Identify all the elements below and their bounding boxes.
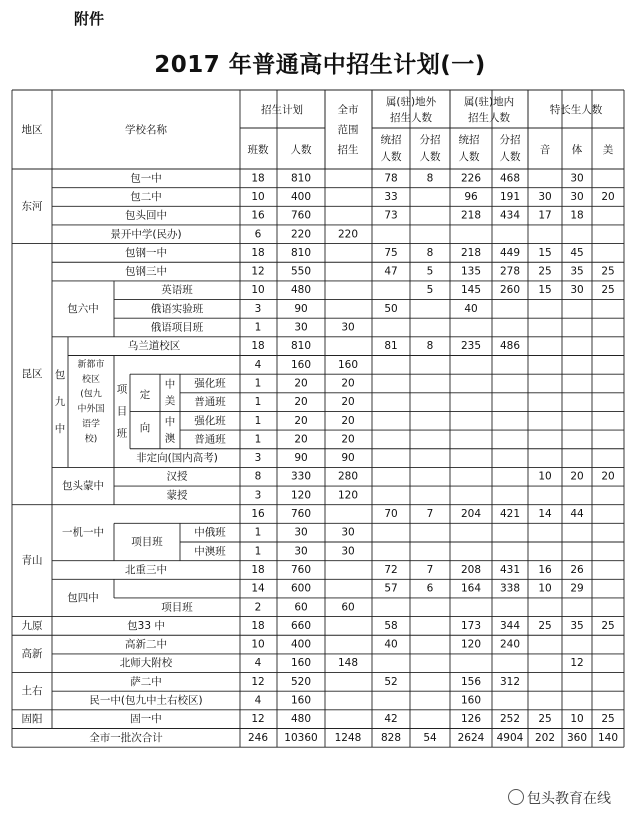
data-value: 4904 [496,731,524,744]
school-name: 高新二中 [125,638,167,651]
data-value: 60 [294,601,308,614]
data-value: 220 [337,228,359,241]
school-name: 北重三中 [125,563,167,576]
data-value: 400 [290,638,312,651]
data-value: 140 [597,731,619,744]
school-name: 强化班 [194,414,226,427]
data-value: 10 [251,284,265,297]
data-value: 54 [423,731,437,744]
group-label: (包九 [80,389,102,400]
header-inside: 招生人数 [468,112,510,124]
region-label: 昆区 [21,368,43,381]
header-plan: 招生计划 [261,104,303,116]
data-value: 810 [290,172,312,185]
data-value: 1 [254,526,262,539]
header-region: 地区 [21,124,43,136]
data-value: 52 [384,675,398,688]
data-value: 45 [570,246,584,259]
data-value: 25 [601,284,615,297]
attachment-label: 附件 [74,10,105,28]
group-label: 校) [84,434,98,445]
data-value: 58 [384,619,398,632]
data-value: 1 [254,545,262,558]
data-value: 18 [251,619,265,632]
data-value: 50 [384,302,398,315]
school-name: 汉授 [166,470,188,483]
school-name: 全市一批次合计 [89,731,163,744]
data-value: 16 [251,209,265,222]
data-value: 90 [341,452,355,465]
data-value: 8 [426,340,434,353]
data-value: 520 [290,675,312,688]
school-name: 包二中 [130,190,162,203]
data-value: 42 [384,713,398,726]
group-label: 项 [116,383,128,396]
data-value: 344 [499,619,521,632]
data-value: 20 [294,414,308,427]
data-value: 160 [337,358,359,371]
data-value: 120 [337,489,359,502]
data-value: 10 [570,713,584,726]
data-value: 16 [251,508,265,521]
data-value: 29 [570,582,584,595]
school-name: 民一中(包九中土右校区) [89,694,203,707]
data-value: 57 [384,582,398,595]
data-value: 246 [247,731,269,744]
data-value: 14 [538,508,552,521]
school-name: 强化班 [194,377,226,390]
data-value: 468 [499,172,521,185]
data-value: 6 [254,228,262,241]
data-value: 72 [384,563,398,576]
school-name: 普通班 [194,396,226,409]
header-allocated: 分招 [419,134,441,146]
data-value: 10360 [284,731,318,744]
header-outside: 属(驻)地外 [385,96,437,108]
data-value: 20 [341,396,355,409]
header-allocated: 人数 [419,151,441,163]
data-value: 18 [251,563,265,576]
data-value: 20 [294,396,308,409]
data-value: 1 [254,321,262,334]
data-value: 208 [460,563,482,576]
data-value: 25 [601,619,615,632]
data-value: 1 [254,433,262,446]
group-label: 班 [116,427,128,440]
data-value: 25 [601,265,615,278]
data-value: 202 [534,731,556,744]
data-value: 96 [464,190,478,203]
data-value: 550 [290,265,312,278]
header-music: 音 [539,144,551,156]
data-value: 120 [290,489,312,502]
group-label: 美 [164,395,176,408]
data-value: 3 [254,302,262,315]
data-value: 2624 [457,731,485,744]
data-value: 160 [290,657,312,670]
data-value: 828 [380,731,402,744]
data-value: 17 [538,209,552,222]
header-allocated: 分招 [499,134,521,146]
school-name: 俄语实验班 [150,302,204,315]
data-value: 10 [538,470,552,483]
data-value: 25 [538,619,552,632]
data-value: 78 [384,172,398,185]
header-special: 特长生人数 [549,104,603,116]
header-people: 人数 [290,144,312,156]
data-value: 70 [384,508,398,521]
data-value: 164 [460,582,482,595]
group-label: 目 [116,405,128,418]
data-value: 25 [601,713,615,726]
data-value: 33 [384,190,398,203]
data-value: 73 [384,209,398,222]
data-value: 480 [290,713,312,726]
header-sports: 体 [571,144,583,156]
data-value: 173 [460,619,482,632]
data-value: 191 [499,190,521,203]
school-name: 北师大附校 [119,657,173,670]
data-value: 15 [538,246,552,259]
header-unified: 统招 [380,134,402,146]
data-value: 449 [499,246,521,259]
data-value: 400 [290,190,312,203]
group-label: 九 [54,396,66,409]
data-value: 25 [538,713,552,726]
header-unified: 人数 [380,151,402,163]
data-value: 25 [538,265,552,278]
data-value: 12 [570,657,584,670]
data-value: 7 [426,563,434,576]
data-value: 16 [538,563,552,576]
data-value: 18 [570,209,584,222]
data-value: 30 [294,321,308,334]
data-value: 20 [294,377,308,390]
data-value: 810 [290,340,312,353]
data-value: 44 [570,508,584,521]
school-name: 固一中 [130,713,162,726]
data-value: 4 [254,358,262,371]
group-label: 项目班 [131,536,163,548]
data-value: 30 [341,321,355,334]
data-value: 20 [294,433,308,446]
data-value: 220 [290,228,312,241]
data-value: 600 [290,582,312,595]
data-value: 760 [290,209,312,222]
page-title: 2017 年普通高中招生计划(一) [154,52,486,78]
data-value: 10 [251,638,265,651]
group-label: 中 [54,423,66,436]
data-value: 421 [499,508,521,521]
data-value: 20 [341,433,355,446]
region-label: 东河 [21,200,43,213]
data-value: 760 [290,508,312,521]
data-value: 12 [251,713,265,726]
data-value: 12 [251,675,265,688]
watermark [508,788,611,808]
data-value: 156 [460,675,482,688]
data-value: 4 [254,657,262,670]
data-value: 40 [384,638,398,651]
data-value: 330 [290,470,312,483]
data-value: 1 [254,396,262,409]
header-school: 学校名称 [125,124,167,136]
school-name: 普通班 [194,433,226,446]
data-value: 280 [337,470,359,483]
data-value: 18 [251,246,265,259]
school-name: 乌兰道校区 [127,340,181,353]
wechat-icon [508,789,524,805]
data-value: 226 [460,172,482,185]
data-value: 20 [601,470,615,483]
data-value: 40 [464,302,478,315]
school-name: 中澳班 [194,545,226,558]
region-label: 九原 [21,619,43,632]
data-value: 218 [460,246,482,259]
data-value: 126 [460,713,482,726]
data-value: 7 [426,508,434,521]
data-value: 5 [426,284,434,297]
data-value: 8 [254,470,262,483]
data-value: 14 [251,582,265,595]
data-value: 75 [384,246,398,259]
group-label: 中外国 [77,404,105,415]
data-value: 235 [460,340,482,353]
region-label: 青山 [21,554,43,567]
data-value: 431 [499,563,521,576]
data-value: 90 [294,452,308,465]
header-unified: 统招 [458,134,480,146]
data-value: 145 [460,284,482,297]
data-value: 204 [460,508,482,521]
data-value: 30 [570,172,584,185]
group-label: 一机一中 [62,526,104,539]
data-value: 1 [254,377,262,390]
data-value: 15 [538,284,552,297]
group-label: 向 [139,422,151,435]
data-value: 30 [341,545,355,558]
data-value: 338 [499,582,521,595]
data-value: 486 [499,340,521,353]
data-value: 480 [290,284,312,297]
data-value: 160 [460,694,482,707]
data-value: 20 [341,377,355,390]
school-name: 萨二中 [130,675,162,688]
school-name: 俄语项目班 [150,321,204,334]
data-value: 1248 [334,731,362,744]
school-name: 包钢一中 [125,246,167,259]
group-label: 包头蒙中 [62,480,104,493]
data-value: 135 [460,265,482,278]
data-value: 12 [251,265,265,278]
data-value: 260 [499,284,521,297]
group-label: 包四中 [67,591,99,604]
header-art: 美 [602,144,614,156]
data-value: 30 [294,526,308,539]
data-value: 35 [570,265,584,278]
school-name: 英语班 [161,284,193,297]
data-value: 26 [570,563,584,576]
data-value: 81 [384,340,398,353]
group-label: 包 [54,369,66,382]
data-value: 3 [254,452,262,465]
data-value: 360 [566,731,588,744]
data-value: 252 [499,713,521,726]
data-value: 20 [570,470,584,483]
data-value: 760 [290,563,312,576]
header-citywide: 范围 [337,124,359,136]
school-name: 包一中 [130,172,162,185]
data-value: 60 [341,601,355,614]
data-value: 810 [290,246,312,259]
data-value: 18 [251,172,265,185]
region-label: 土右 [21,685,43,698]
data-value: 8 [426,172,434,185]
data-value: 218 [460,209,482,222]
group-label: 定 [139,388,151,401]
school-name: 包头回中 [125,209,167,222]
header-classes: 班数 [247,144,269,156]
data-value: 240 [499,638,521,651]
data-value: 35 [570,619,584,632]
data-value: 30 [538,190,552,203]
data-value: 4 [254,694,262,707]
data-value: 30 [570,284,584,297]
school-name: 蒙授 [166,489,188,502]
data-value: 1 [254,414,262,427]
data-value: 47 [384,265,398,278]
data-value: 278 [499,265,521,278]
data-value: 160 [290,694,312,707]
school-name: 包33 中 [127,619,165,632]
group-label: 语学 [81,419,101,430]
data-value: 20 [341,414,355,427]
data-value: 90 [294,302,308,315]
header-citywide: 招生 [337,144,359,156]
watermark-text: 包头教育在线 [527,791,611,807]
school-name: 项目班 [161,601,193,614]
group-label: 中 [164,378,176,391]
header-unified: 人数 [458,151,480,163]
data-value: 10 [538,582,552,595]
group-label: 新都市 [77,359,105,370]
data-value: 30 [294,545,308,558]
header-outside: 招生人数 [390,112,432,124]
header-inside: 属(驻)地内 [463,96,515,108]
data-value: 148 [337,657,359,670]
school-name: 非定向(国内高考) [136,452,218,465]
data-value: 30 [570,190,584,203]
data-value: 660 [290,619,312,632]
data-value: 160 [290,358,312,371]
region-label: 固阳 [21,713,43,726]
data-value: 3 [254,489,262,502]
data-value: 20 [601,190,615,203]
data-value: 5 [426,265,434,278]
data-value: 8 [426,246,434,259]
data-value: 30 [341,526,355,539]
data-value: 10 [251,190,265,203]
header-citywide: 全市 [337,104,359,116]
school-name: 包钢三中 [125,265,167,278]
group-label: 校区 [81,374,101,385]
data-value: 312 [499,675,521,688]
data-value: 2 [254,601,262,614]
group-label: 中 [164,415,176,428]
data-value: 120 [460,638,482,651]
school-name: 景开中学(民办) [110,228,182,241]
header-allocated: 人数 [499,151,521,163]
group-label: 包六中 [67,302,99,315]
region-label: 高新 [21,647,43,660]
school-name: 中俄班 [194,526,226,539]
data-value: 6 [426,582,434,595]
group-label: 澳 [164,432,176,445]
data-value: 434 [499,209,521,222]
data-value: 18 [251,340,265,353]
